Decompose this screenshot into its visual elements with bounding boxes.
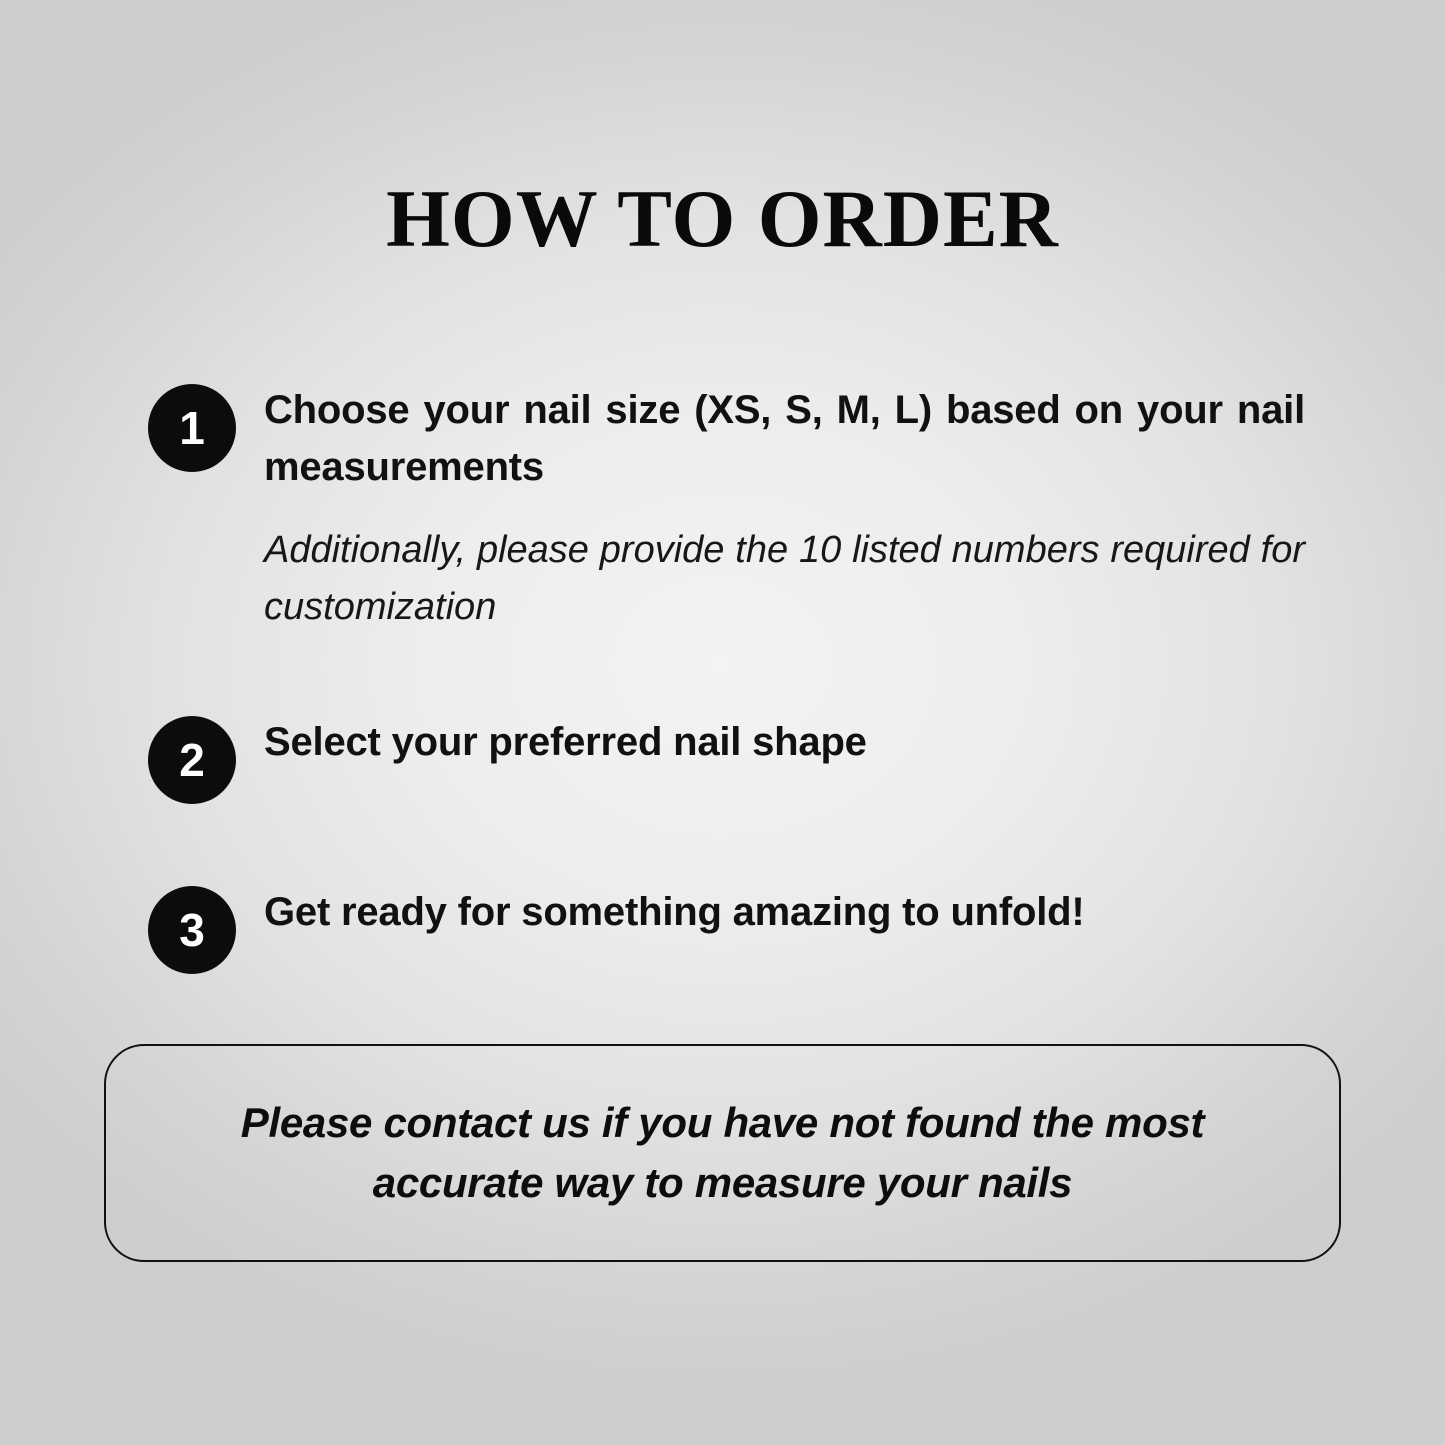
- contact-notice-text: Please contact us if you have not found the most accurate way to measure your nails: [240, 1099, 1205, 1206]
- step-number-badge: 3: [148, 886, 236, 974]
- list-item: [148, 714, 1305, 804]
- page-title: HOW TO ORDER: [386, 173, 1059, 264]
- step-content: [264, 382, 1305, 636]
- list-item: [148, 884, 1305, 974]
- step-number-badge: 1: [148, 384, 236, 472]
- contact-notice-box: [104, 1044, 1341, 1262]
- list-item: [148, 382, 1305, 636]
- step-title: Choose your nail size (XS, S, M, L) based on your nail measurements: [264, 388, 1305, 489]
- step-subtitle: Additionally, please provide the 10 listed numbers required for customization: [264, 528, 1305, 628]
- step-number-badge: 2: [148, 716, 236, 804]
- step-content: [264, 714, 1305, 771]
- step-title: Get ready for something amazing to unfold!: [264, 889, 1085, 934]
- step-title: Select your preferred nail shape: [264, 719, 867, 764]
- steps-list: [0, 382, 1445, 974]
- step-content: [264, 884, 1305, 941]
